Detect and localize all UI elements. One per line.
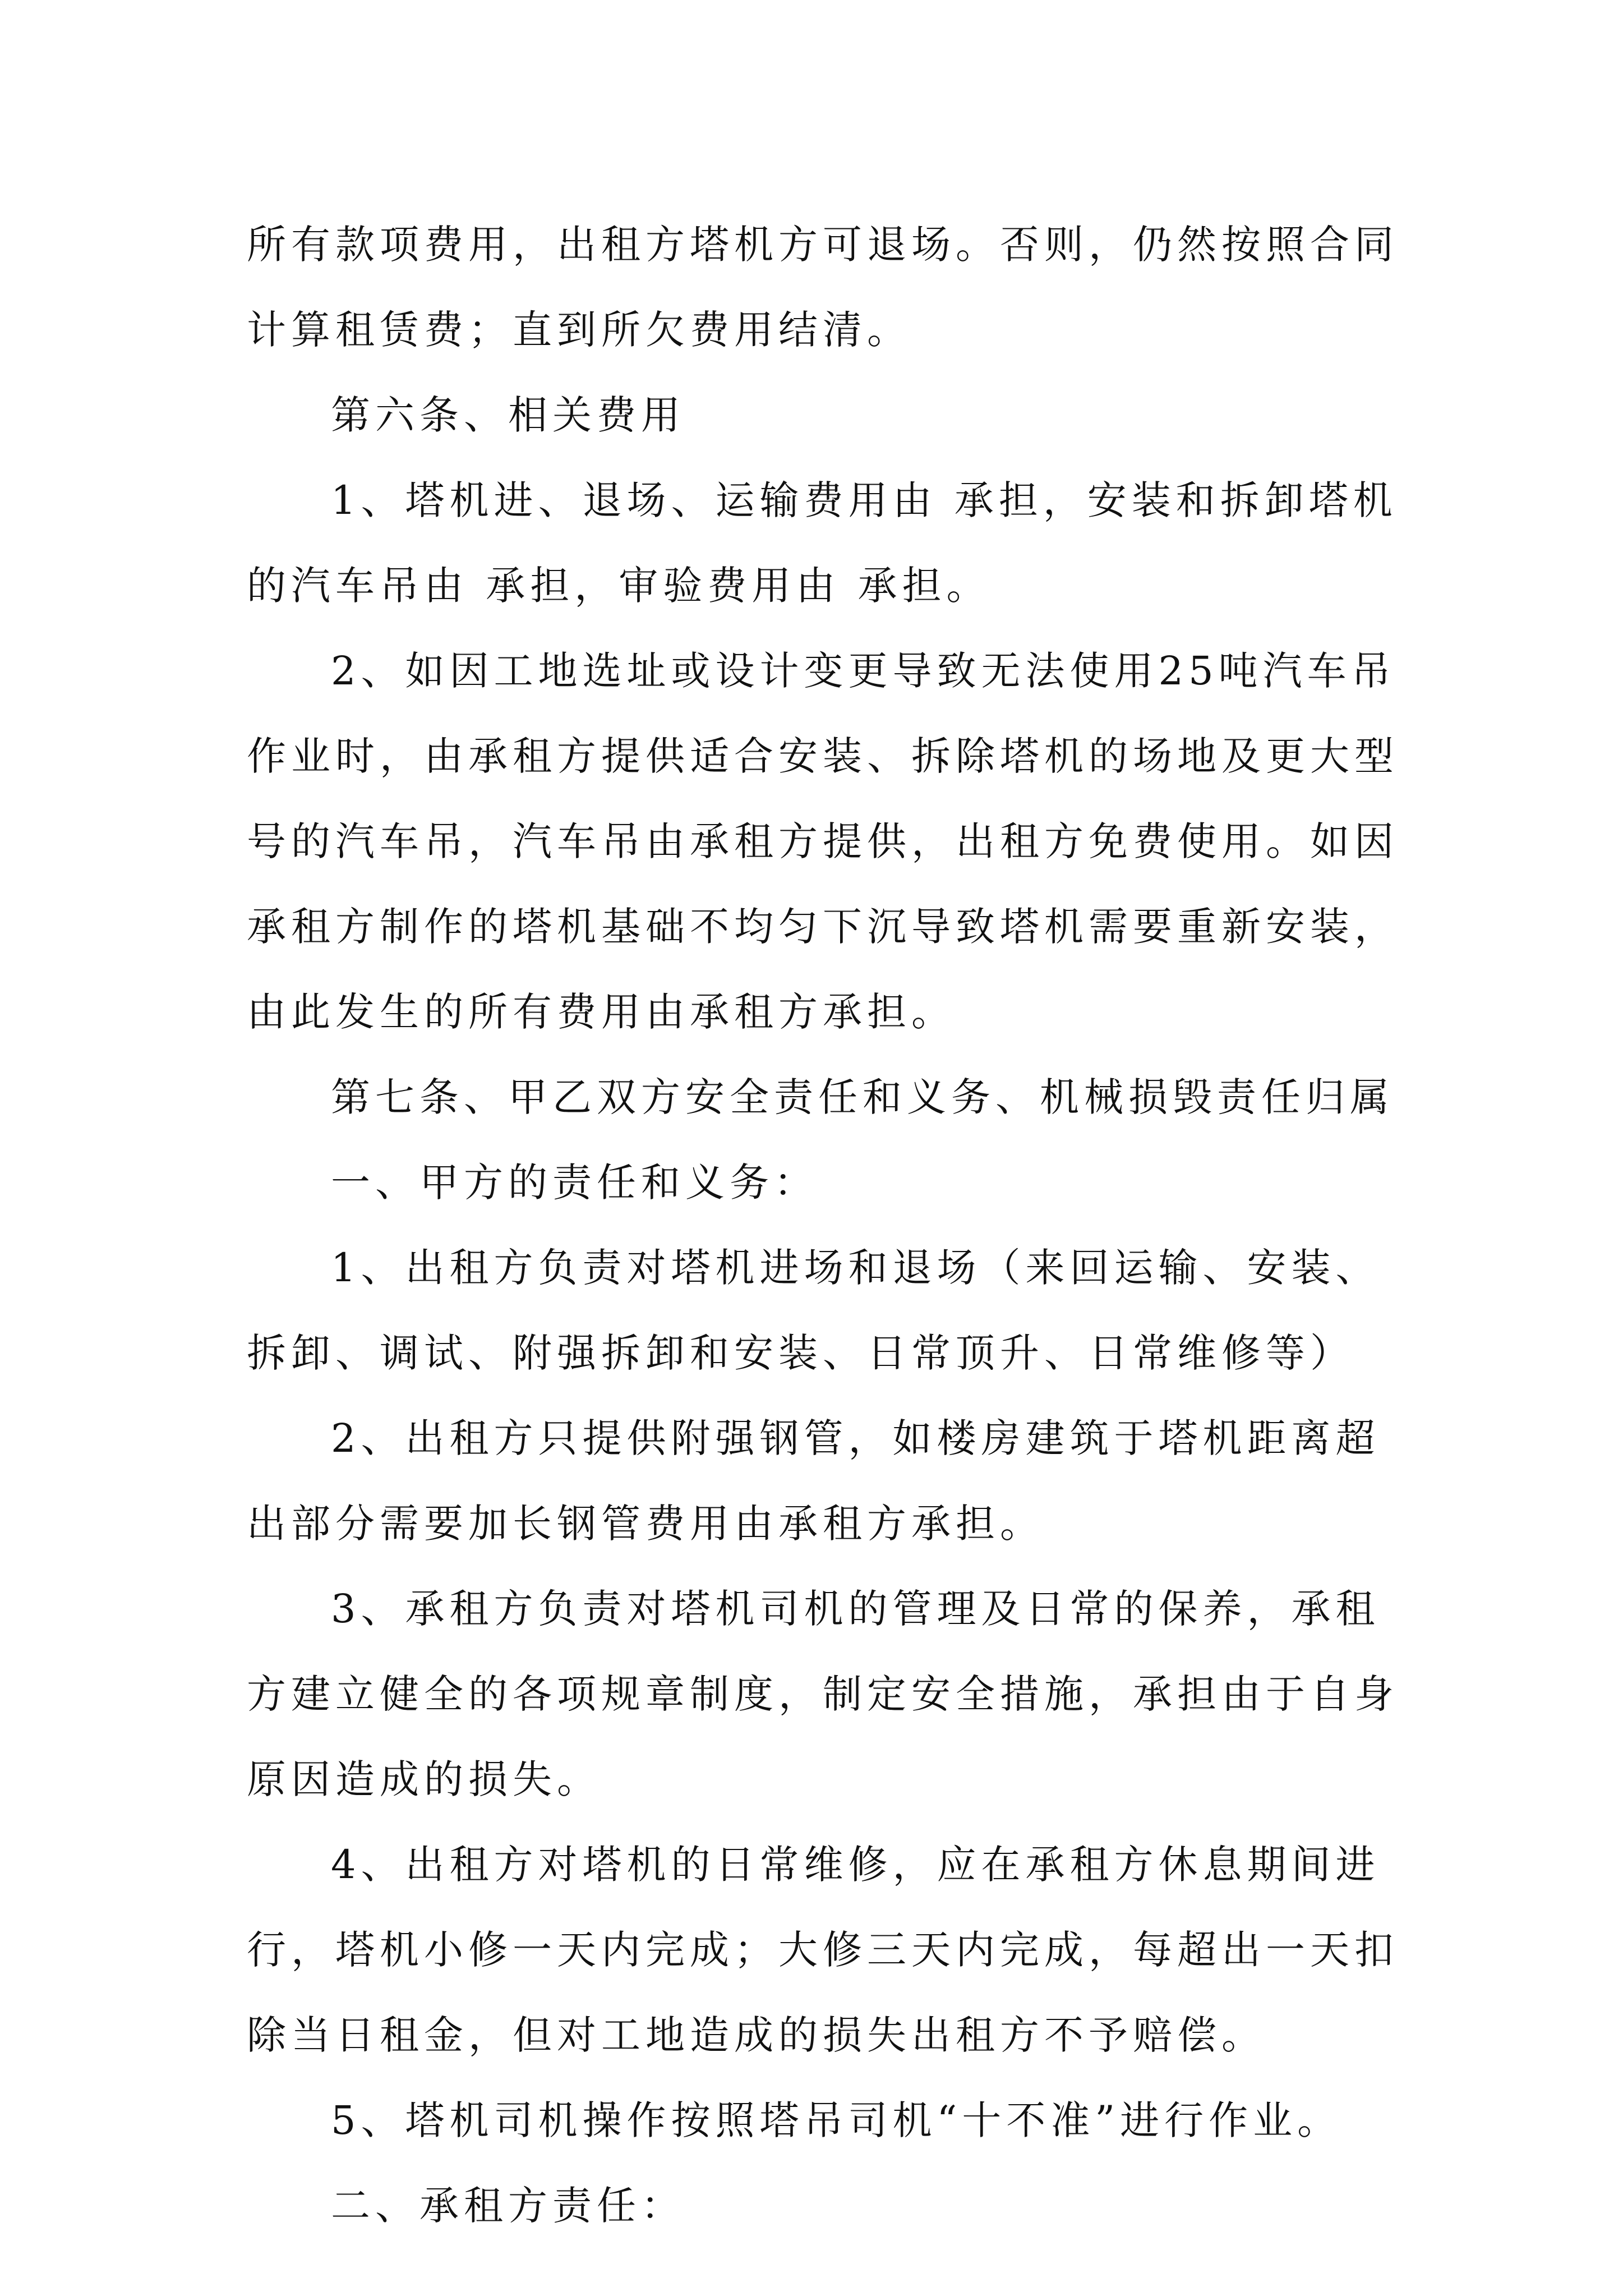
body-line: 的汽车吊由 承担，审验费用由 承担。 bbox=[247, 563, 991, 609]
body-line: 3、承租方负责对塔机司机的管理及日常的保养，承租 bbox=[331, 1586, 1380, 1632]
body-line: 原因造成的损失。 bbox=[247, 1756, 601, 1802]
body-line: 作业时，由承租方提供适合安装、拆除塔机的场地及更大型 bbox=[247, 733, 1399, 779]
body-line: 1、出租方负责对塔机进场和退场（来回运输、安装、 bbox=[331, 1245, 1380, 1291]
body-line: 2、如因工地选址或设计变更导致无法使用25吨汽车吊 bbox=[331, 648, 1396, 694]
section-heading: 第六条、相关费用 bbox=[331, 392, 685, 438]
body-line: 行，塔机小修一天内完成；大修三天内完成，每超出一天扣 bbox=[247, 1927, 1399, 1973]
subsection-heading: 一、甲方的责任和义务： bbox=[331, 1159, 818, 1205]
section-heading: 第七条、甲乙双方安全责任和义务、机械损毁责任归属 bbox=[331, 1074, 1394, 1120]
body-line: 2、出租方只提供附强钢管，如楼房建筑于塔机距离超 bbox=[331, 1415, 1380, 1461]
body-line: 承租方制作的塔机基础不均匀下沉导致塔机需要重新安装， bbox=[247, 904, 1399, 950]
body-line: 号的汽车吊，汽车吊由承租方提供，出租方免费使用。如因 bbox=[247, 818, 1399, 864]
document-body bbox=[247, 202, 1402, 2248]
body-line: 5、塔机司机操作按照塔吊司机“十不准”进行作业。 bbox=[331, 2097, 1342, 2143]
body-line: 除当日租金，但对工地造成的损失出租方不予赔偿。 bbox=[247, 2012, 1266, 2058]
body-line: 方建立健全的各项规章制度，制定安全措施，承担由于自身 bbox=[247, 1671, 1399, 1717]
body-line: 4、出租方对塔机的日常维修，应在承租方休息期间进 bbox=[331, 1842, 1380, 1888]
body-line: 由此发生的所有费用由承租方承担。 bbox=[247, 989, 956, 1035]
subsection-heading: 二、承租方责任： bbox=[331, 2183, 685, 2229]
body-line: 计算租赁费；直到所欠费用结清。 bbox=[247, 307, 911, 353]
body-line: 1、塔机进、退场、运输费用由 承担，安装和拆卸塔机 bbox=[331, 477, 1398, 523]
body-line: 拆卸、调试、附强拆卸和安装、日常顶升、日常维修等） bbox=[247, 1330, 1354, 1376]
body-line: 出部分需要加长钢管费用由承租方承担。 bbox=[247, 1501, 1044, 1547]
body-line: 所有款项费用，出租方塔机方可退场。否则，仍然按照合同 bbox=[247, 222, 1399, 268]
